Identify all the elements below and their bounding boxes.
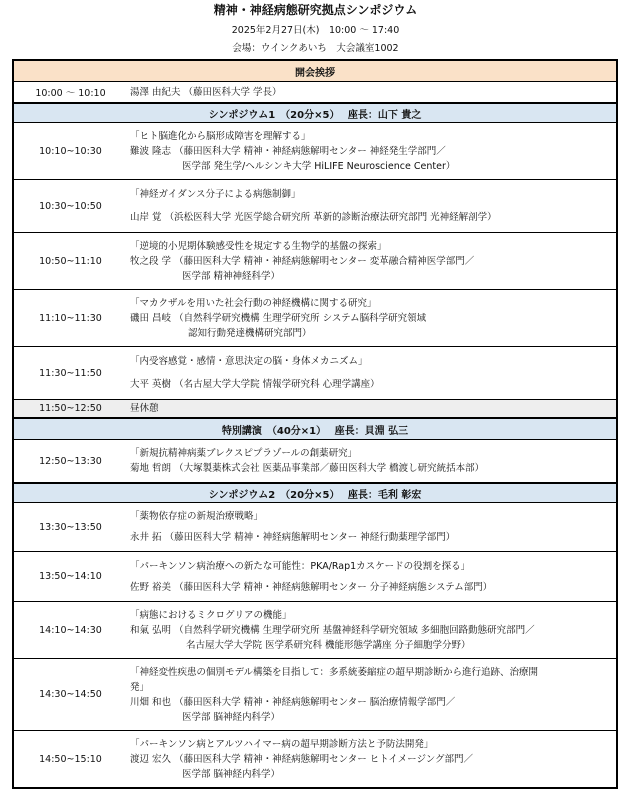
talk-title: 「内受容感覚・感情・意思決定の脳・身体メカニズム」 (130, 356, 368, 367)
talk-title: 「パーキンソン病とアルツハイマー病の超早期診断方法と予防法開発」 (130, 738, 434, 750)
speaker-affiliation: （浜松医科大学 光医学総合研究所 革新的診断治療法研究部門 光神経解剖学） (164, 212, 497, 223)
time-cell: 11:30~11:50 (39, 367, 102, 379)
speaker-affiliation: （藤田医科大学 精神・神経病態解明センター 分子神経病態システム部門） (174, 581, 493, 593)
speaker-affiliation: （大塚製薬株式会社 医薬品事業部／藤田医科大学 橋渡し研究統括本部） (174, 463, 485, 474)
talk-title: 「マカクザルを用いた社会行動の神経機構に関する研究」 (130, 297, 377, 309)
table-row (14, 232, 616, 289)
speaker-affiliation: （藤田医科大学 精神・神経病態解明センター 変革融合精神医学部門／ (174, 255, 475, 267)
time-cell: 14:10~14:30 (39, 624, 102, 636)
speaker-affiliation: （藤田医科大学 精神・神経病態解明センター 脳治療情報学部門／ (174, 696, 456, 708)
event-date: 2025年2月27日(木) 10:00 ～ 17:40 (231, 25, 400, 36)
speaker-name: 和氣 弘明 (130, 624, 172, 636)
speaker-name: 菊地 哲朗 (130, 463, 172, 474)
talk-title: 「新規抗精神病薬ブレクスピプラゾールの創薬研究」 (130, 448, 358, 459)
time-cell: 10:50~11:10 (39, 255, 102, 267)
speaker-name: 佐野 裕美 (130, 581, 172, 593)
speaker-name: 永井 拓 (130, 532, 162, 543)
banner-label: シンポジウム2 （20分×5） 座長：毛利 彰宏 (208, 489, 422, 501)
schedule-row-lunch (14, 399, 616, 417)
document-header (0, 0, 631, 56)
time-cell: 10:30~10:50 (39, 200, 102, 212)
table-row (14, 179, 616, 232)
table-row (14, 289, 616, 346)
time-cell: 11:10~11:30 (39, 312, 102, 324)
speaker-affiliation: （藤田医科大学 精神・神経病態解明センター ヒトイメージング部門／ (174, 753, 474, 765)
banner-label: 開会挨拶 (295, 67, 335, 79)
speaker-affiliation: （藤田医科大学 精神・神経病態解明センター 神経発生学部門／ (174, 145, 446, 157)
table-row (14, 439, 616, 482)
schedule-row-opening (14, 81, 616, 102)
schedule-table (12, 59, 618, 789)
table-row (14, 730, 616, 787)
speaker-name: 磯田 昌岐 (130, 312, 172, 324)
speaker-affiliation-cont: 医学部 脳神経内科学） (182, 711, 281, 723)
event-venue: 会場：ウインクあいち 大会議室1002 (232, 43, 399, 54)
talk-title: 「パーキンソン病治療への新たな可能性：PKA/Rap1カスケードの役割を探る」 (130, 560, 471, 572)
time-cell: 12:50~13:30 (39, 455, 102, 467)
speaker-affiliation-cont: 名古屋大学大学院 医学系研究科 機能形態学講座 分子細胞学分野） (186, 639, 471, 651)
speaker-name: 牧之段 学 (130, 255, 172, 267)
talk-title: 「逆境的小児期体験感受性を規定する生物学的基盤の探索」 (130, 240, 387, 252)
speaker-affiliation: （自然科学研究機構 生理学研究所 基盤神経科学研究領域 多細胞回路動態研究部門／ (174, 624, 535, 636)
table-row (14, 502, 616, 551)
speaker-affiliation-cont: 医学部 脳神経内科学） (182, 768, 281, 780)
speaker-line: 湯澤 由紀夫 （藤田医科大学 学長） (130, 86, 282, 98)
speaker-affiliation: （自然科学研究機構 生理学研究所 システム脳科学研究領域 (174, 312, 427, 324)
banner-label: シンポジウム1 （20分×5） 座長：山下 貴之 (208, 109, 422, 121)
break-label: 昼休憩 (130, 403, 159, 414)
section-banner-symposium1 (14, 102, 616, 122)
time-cell: 10:10~10:30 (39, 145, 102, 157)
time-cell: 14:50~15:10 (39, 753, 102, 765)
banner-label: 特別講演 （40分×1） 座長：貝淵 弘三 (221, 425, 409, 437)
section-banner-special (14, 417, 616, 439)
talk-title: 「神経ガイダンス分子による病態制御」 (130, 189, 301, 200)
table-row (14, 122, 616, 179)
time-cell: 14:30~14:50 (39, 689, 102, 700)
talk-title: 「病態におけるミクログリアの機能」 (130, 609, 292, 621)
talk-title: 「ヒト脳進化から脳形成障害を理解する」 (130, 130, 311, 142)
speaker-affiliation-cont: 医学部 精神神経科学） (182, 270, 281, 282)
table-row (14, 658, 616, 730)
time-cell: 13:30~13:50 (39, 521, 102, 533)
table-row (14, 551, 616, 601)
speaker-name: 山岸 覚 (130, 212, 162, 223)
talk-title: 「薬物依存症の新規治療戦略」 (130, 511, 264, 522)
table-row (14, 346, 616, 399)
time-cell: 13:50~14:10 (39, 571, 102, 582)
section-banner-symposium2 (14, 482, 616, 502)
speaker-name: 大平 英樹 (130, 379, 172, 390)
speaker-affiliation: （名古屋大学大学院 情報学研究科 心理学講座） (174, 379, 380, 390)
table-row (14, 601, 616, 658)
speaker-affiliation-cont: 認知行動発達機構研究部門） (188, 327, 312, 339)
speaker-name: 川畑 和也 (130, 696, 172, 708)
speaker-name: 渡辺 宏久 (130, 753, 172, 765)
speaker-affiliation-cont: 医学部 発生学/ヘルシンキ大学 HiLIFE Neuroscience Center） (182, 160, 456, 172)
speaker-affiliation: （藤田医科大学 精神・神経病態解明センター 神経行動薬理学部門） (164, 532, 456, 543)
page-title: 精神・神経病態研究拠点シンポジウム (213, 3, 418, 17)
speaker-name: 難波 隆志 (130, 145, 172, 157)
section-banner-opening (14, 61, 616, 81)
talk-title: 「神経変性疾患の個別モデル構築を目指して：多系統萎縮症の超早期診断から進行追跡、治療開 (130, 666, 539, 678)
talk-title-cont: 発」 (130, 681, 150, 693)
time-cell: 10:00 ～ 10:10 (35, 88, 106, 99)
time-cell: 11:50~12:50 (39, 403, 102, 414)
